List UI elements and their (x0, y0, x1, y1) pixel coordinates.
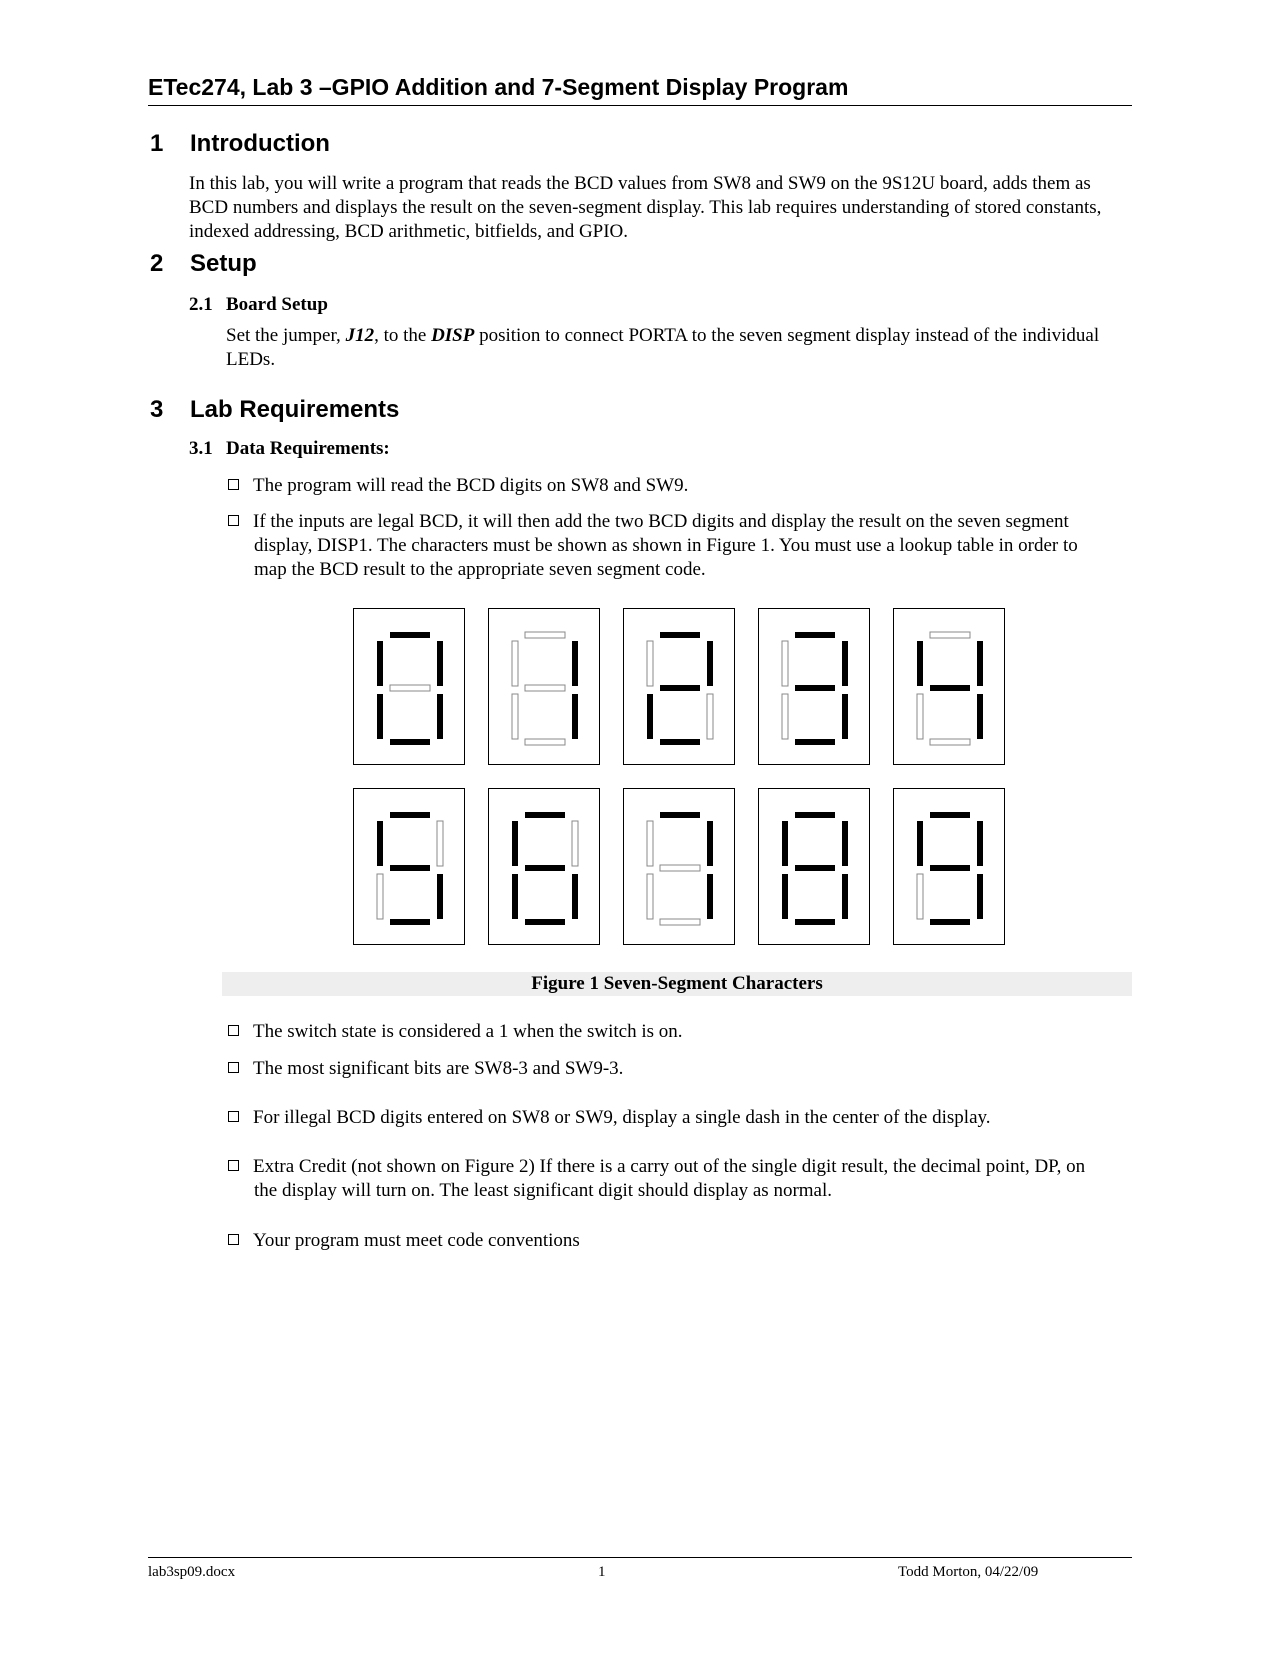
footer-author-date: Todd Morton, 04/22/09 (898, 1564, 1039, 1580)
footer-filename: lab3sp09.docx (148, 1564, 236, 1580)
subsection-number: 3.1 (189, 438, 213, 459)
subsection-title: Board Setup (226, 294, 328, 315)
document-title: ETec274, Lab 3 –GPIO Addition and 7-Segment Display Program (148, 74, 1132, 106)
segment-a-off (930, 632, 970, 638)
segment-e-off (917, 874, 923, 919)
segment-c-off (707, 694, 713, 739)
checkbox-icon (228, 1025, 239, 1036)
seven-segment-icon (354, 789, 463, 943)
seven-segment-digit-7 (623, 788, 735, 945)
segment-a-off (525, 632, 565, 638)
segment-d-on (390, 919, 430, 925)
seven-segment-icon (624, 609, 733, 763)
segment-c-on (572, 874, 578, 919)
section-title: Setup (190, 250, 257, 277)
segment-e-on (647, 694, 653, 739)
segment-g-off (525, 685, 565, 691)
segment-f-on (917, 821, 923, 866)
segment-g-on (525, 865, 565, 871)
seven-segment-icon (489, 789, 598, 943)
seven-segment-icon (894, 609, 1003, 763)
segment-d-on (390, 739, 430, 745)
subsection-number: 2.1 (189, 294, 213, 315)
requirement-item: Your program must meet code conventions (228, 1229, 1108, 1253)
segment-a-on (660, 632, 700, 638)
footer-page-number: 1 (598, 1564, 606, 1580)
requirement-item: If the inputs are legal BCD, it will then add the two BCD digits and display the result on the seven segment display, DISP1. The characters must be shown as shown in Figure 1. You must use a lookup table in order to map the BCD result to the appropriate seven segment code. (228, 510, 1108, 582)
seven-segment-digit-5 (353, 788, 465, 945)
segment-d-on (660, 739, 700, 745)
segment-d-on (930, 919, 970, 925)
requirement-item: The most significant bits are SW8-3 and SW9-3. (228, 1057, 1108, 1081)
segment-g-on (795, 865, 835, 871)
checkbox-icon (228, 1111, 239, 1122)
seven-segment-icon (354, 609, 463, 763)
segment-a-on (795, 812, 835, 818)
segment-a-on (525, 812, 565, 818)
segment-b-on (842, 821, 848, 866)
segment-f-on (782, 821, 788, 866)
segment-c-on (842, 874, 848, 919)
seven-segment-icon (759, 789, 868, 943)
segment-c-on (437, 694, 443, 739)
segment-b-on (977, 641, 983, 686)
segment-e-off (917, 694, 923, 739)
segment-f-on (917, 641, 923, 686)
seven-segment-digit-0 (353, 608, 465, 765)
section-number: 1 (150, 130, 164, 157)
segment-e-on (782, 874, 788, 919)
seven-segment-icon (489, 609, 598, 763)
jumper-position: DISP (431, 325, 475, 346)
requirement-item: Extra Credit (not shown on Figure 2) If there is a carry out of the single digit result, the decimal point, DP, on the display will turn on. The least significant digit should display as normal. (228, 1155, 1108, 1203)
seven-segment-icon (624, 789, 733, 943)
subsection-title: Data Requirements: (226, 438, 390, 459)
segment-g-on (930, 865, 970, 871)
section-heading-lab-requirements (150, 396, 399, 424)
segment-g-on (660, 685, 700, 691)
segment-c-on (977, 874, 983, 919)
segment-d-on (795, 739, 835, 745)
segment-a-on (390, 632, 430, 638)
segment-c-on (572, 694, 578, 739)
segment-d-off (525, 739, 565, 745)
segment-f-off (647, 821, 653, 866)
segment-f-on (377, 641, 383, 686)
section-number: 3 (150, 396, 164, 423)
segment-e-off (377, 874, 383, 919)
seven-segment-digit-3 (758, 608, 870, 765)
seven-segment-digit-8 (758, 788, 870, 945)
seven-segment-icon (894, 789, 1003, 943)
board-setup-paragraph: Set the jumper, J12, to the DISP position to connect PORTA to the seven segment display instead of the individual LEDs. (226, 325, 1100, 370)
section-number: 2 (150, 250, 164, 277)
requirement-item: The program will read the BCD digits on SW8 and SW9. (228, 474, 1108, 498)
footer-rule (148, 1557, 1132, 1558)
seven-segment-digit-1 (488, 608, 600, 765)
checkbox-icon (228, 1062, 239, 1073)
introduction-paragraph: In this lab, you will write a program that reads the BCD values from SW8 and SW9 on the 9S12U board, adds them as BCD numbers and displays the result on the seven-segment display. This lab requires understanding of stored constants, indexed addressing, BCD arithmetic, bitfields, and GPIO. (189, 173, 1102, 242)
segment-a-on (660, 812, 700, 818)
segment-g-on (390, 865, 430, 871)
checkbox-icon (228, 515, 239, 526)
segment-e-off (647, 874, 653, 919)
segment-g-off (390, 685, 430, 691)
segment-g-on (795, 685, 835, 691)
segment-b-off (437, 821, 443, 866)
segment-f-off (647, 641, 653, 686)
segment-f-off (512, 641, 518, 686)
seven-segment-digit-9 (893, 788, 1005, 945)
section-title: Lab Requirements (190, 396, 400, 423)
segment-e-on (377, 694, 383, 739)
segment-e-on (512, 874, 518, 919)
checkbox-icon (228, 1160, 239, 1171)
segment-b-on (842, 641, 848, 686)
figure-caption: Figure 1 Seven-Segment Characters (222, 972, 1132, 996)
segment-e-off (782, 694, 788, 739)
subsection-heading-board-setup (189, 294, 328, 316)
seven-segment-digit-6 (488, 788, 600, 945)
segment-c-on (707, 874, 713, 919)
segment-f-off (782, 641, 788, 686)
section-heading-introduction (150, 130, 330, 158)
segment-b-on (437, 641, 443, 686)
segment-d-off (930, 739, 970, 745)
segment-b-off (572, 821, 578, 866)
checkbox-icon (228, 479, 239, 490)
segment-b-on (707, 641, 713, 686)
requirement-item: For illegal BCD digits entered on SW8 or SW9, display a single dash in the center of the display. (228, 1106, 1108, 1130)
requirement-item: The switch state is considered a 1 when the switch is on. (228, 1020, 1108, 1044)
segment-b-on (572, 641, 578, 686)
subsection-heading-data-requirements (189, 438, 390, 460)
jumper-name: J12 (345, 325, 375, 346)
segment-c-on (977, 694, 983, 739)
seven-segment-figure (353, 608, 1007, 948)
checkbox-icon (228, 1234, 239, 1245)
seven-segment-icon (759, 609, 868, 763)
segment-a-on (795, 632, 835, 638)
segment-g-off (660, 865, 700, 871)
segment-f-on (512, 821, 518, 866)
segment-c-on (842, 694, 848, 739)
seven-segment-digit-4 (893, 608, 1005, 765)
segment-c-on (437, 874, 443, 919)
section-title: Introduction (190, 130, 330, 157)
seven-segment-digit-2 (623, 608, 735, 765)
segment-b-on (977, 821, 983, 866)
segment-f-on (377, 821, 383, 866)
segment-a-on (390, 812, 430, 818)
segment-d-on (795, 919, 835, 925)
segment-b-on (707, 821, 713, 866)
segment-e-off (512, 694, 518, 739)
segment-g-on (930, 685, 970, 691)
segment-d-off (660, 919, 700, 925)
section-heading-setup (150, 250, 257, 278)
segment-d-on (525, 919, 565, 925)
segment-a-on (930, 812, 970, 818)
